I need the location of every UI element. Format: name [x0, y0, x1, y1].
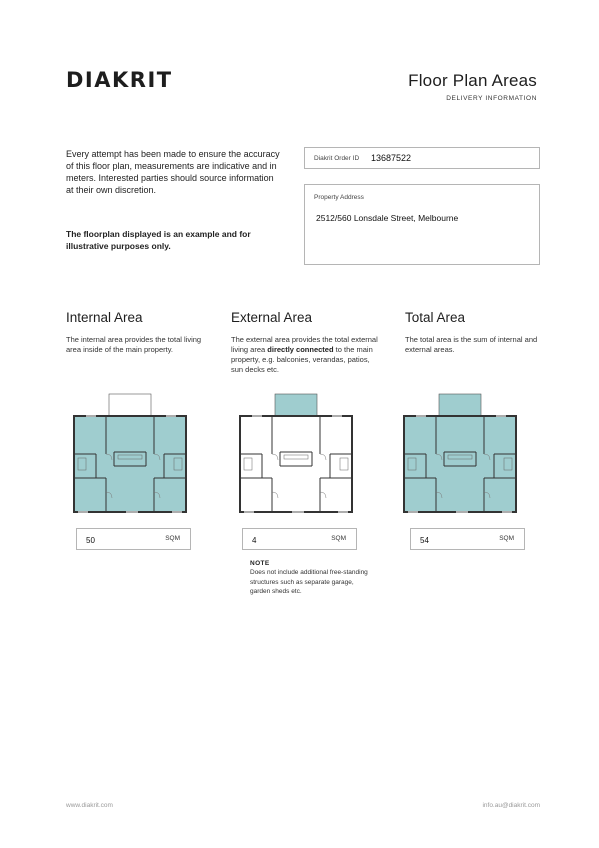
- internal-area-description: The internal area provides the total living area inside of the main property.: [66, 335, 202, 354]
- property-address-label: Property Address: [314, 194, 364, 201]
- note-text: Does not include additional free-standing structures such as separate garage, garden sheds etc.: [250, 569, 368, 595]
- diakrit-logo: DIAKRIT: [66, 68, 173, 92]
- external-area-title: External Area: [231, 310, 313, 325]
- total-area-section: [405, 310, 555, 355]
- total-area-title: Total Area: [405, 310, 466, 325]
- external-area-description: [231, 335, 381, 375]
- external-desc-part-2: to the main property, e.g. balconies, verandas, patios, sun decks etc.: [231, 345, 373, 374]
- internal-area-section: [66, 310, 216, 355]
- total-area-value-box: [410, 528, 525, 550]
- property-address-field: [304, 184, 540, 265]
- internal-area-value-box: [76, 528, 191, 550]
- footer-email-link[interactable]: info.au@diakrit.com: [482, 802, 540, 809]
- floor-plan-drawing: [396, 392, 524, 514]
- total-area-value: 54: [420, 536, 429, 545]
- property-address-value: 2512/560 Lonsdale Street, Melbourne: [316, 213, 459, 223]
- page-title: Floor Plan Areas: [408, 71, 537, 90]
- external-area-value-box: [242, 528, 357, 550]
- external-desc-emphasis: directly connected: [267, 345, 334, 354]
- footer-website-link[interactable]: www.diakrit.com: [66, 802, 113, 809]
- external-desc-part-1: The external area provides the total external living area: [231, 335, 378, 354]
- external-area-unit: SQM: [331, 535, 346, 542]
- example-note: The floorplan displayed is an example and for illustrative purposes only.: [66, 229, 251, 251]
- internal-area-title: Internal Area: [66, 310, 143, 325]
- external-area-section: [231, 310, 381, 375]
- note-title: NOTE: [250, 560, 270, 567]
- order-id-field: [304, 147, 540, 169]
- disclaimer-text: Every attempt has been made to ensure the accuracy of this floor plan, measurements are indicative and in meters. Interested parties should source information at their own discretion.: [66, 149, 280, 195]
- internal-area-value: 50: [86, 536, 95, 545]
- external-area-value: 4: [252, 536, 257, 545]
- floor-plan-drawing: [66, 392, 194, 514]
- internal-area-unit: SQM: [165, 535, 180, 542]
- order-id-value: 13687522: [371, 153, 412, 163]
- internal-floor-plan: [66, 392, 194, 514]
- total-area-description: The total area is the sum of internal and external areas.: [405, 335, 538, 354]
- floor-plan-drawing: [232, 392, 360, 514]
- total-area-unit: SQM: [499, 535, 514, 542]
- total-floor-plan: [396, 392, 524, 514]
- page-subtitle: DELIVERY INFORMATION: [446, 95, 537, 102]
- external-floor-plan: [232, 392, 360, 514]
- order-id-label: Diakrit Order ID: [314, 155, 360, 162]
